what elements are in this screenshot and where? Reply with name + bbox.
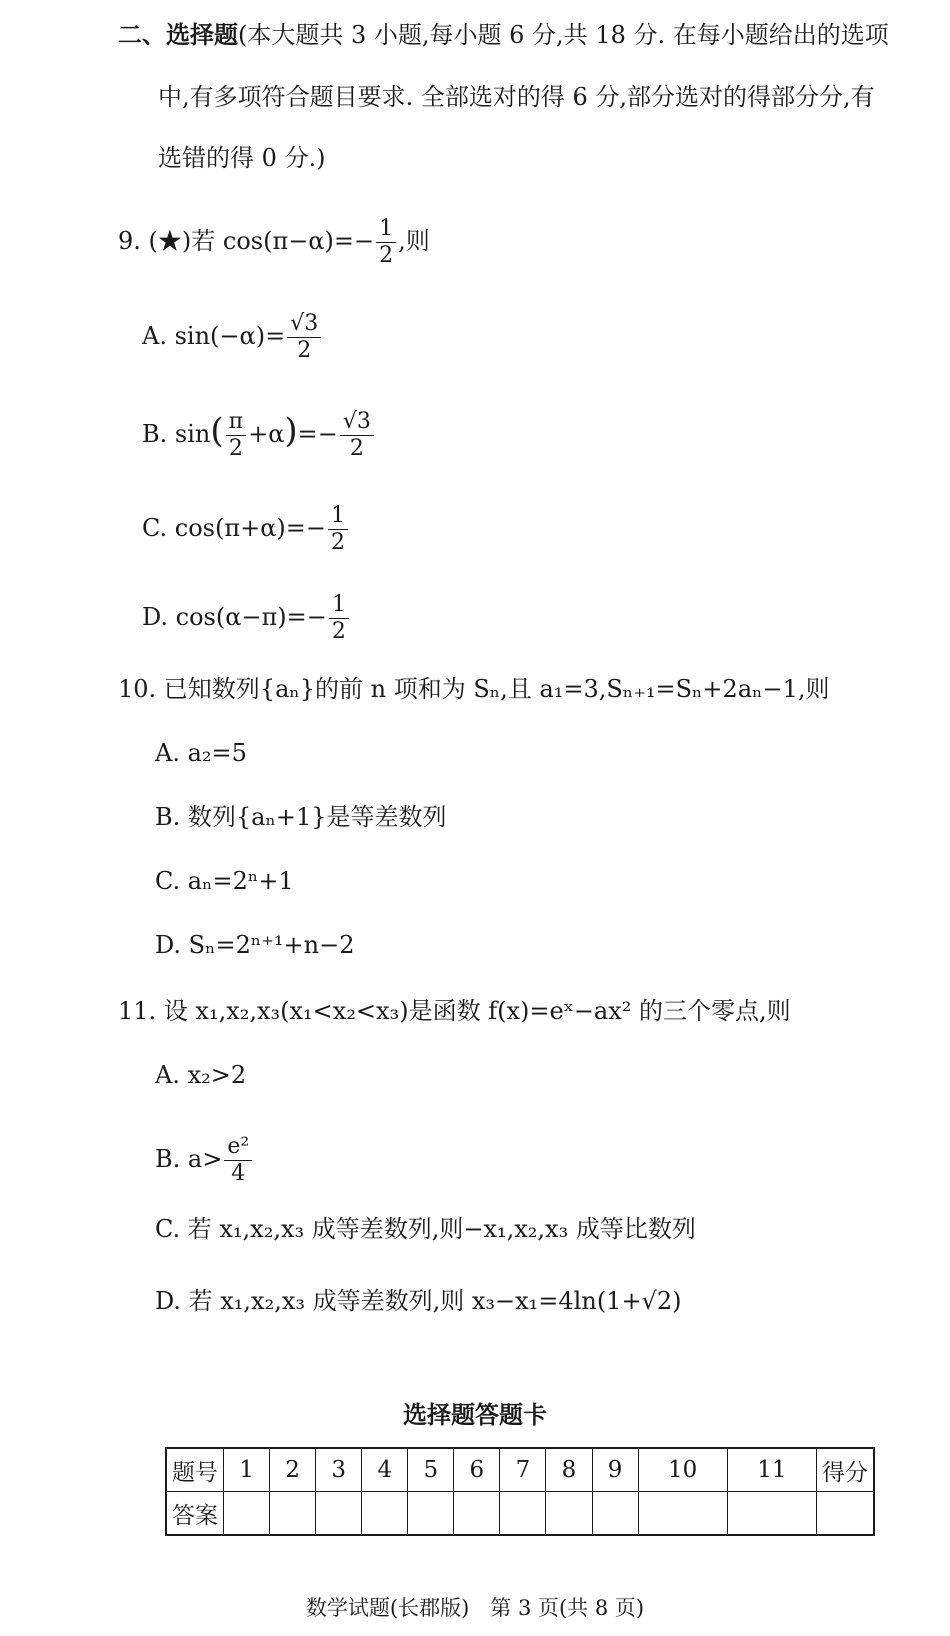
section-heading-line [118,20,889,50]
q10-option-b: B. 数列{aₙ+1}是等差数列 [155,803,447,831]
answer-cell[interactable] [638,1492,727,1536]
answer-cell[interactable] [408,1492,454,1536]
q9-option-d: D. cos(α−π)=− $\frac{1}{2}$ [142,594,351,643]
answer-cell[interactable] [500,1492,546,1536]
fraction: $\frac{√3}{2}$ [340,411,374,460]
question-number-row [166,1448,874,1492]
instruction-line-1: (本大题共 3 小题,每小题 6 分,共 18 分. 在每小题给出的选项 [238,21,889,49]
q10-stem: 10. 已知数列{aₙ}的前 n 项和为 Sₙ,且 a₁=3,Sₙ₊₁=Sₙ+2aₙ−1,则 [118,675,830,703]
q9-option-b: B. sin( $\frac{\pi}{2}$ +α)=− $\frac{√3}{2}$ [142,411,376,460]
answer-cell[interactable] [592,1492,638,1536]
page-footer: 数学试题(长郡版) 第 3 页(共 8 页) [305,1596,645,1620]
question-number-cell: 5 [408,1448,454,1492]
question-number-cell: 11 [727,1448,816,1492]
answer-cell[interactable] [362,1492,408,1536]
answer-card-title: 选择题答题卡 [403,1401,547,1429]
q10-option-a: A. a₂=5 [155,739,247,767]
fraction: $\frac{\pi}{2}$ [226,411,246,460]
answer-card-table [165,1447,875,1536]
question-number-cell: 1 [224,1448,270,1492]
fraction: $\frac{1}{2}$ [328,505,348,554]
q11-option-a: A. x₂>2 [155,1061,247,1089]
answer-cell[interactable] [270,1492,316,1536]
question-number-cell: 3 [316,1448,362,1492]
q10-option-c: C. aₙ=2ⁿ+1 [155,867,294,895]
answer-cell[interactable] [224,1492,270,1536]
question-number-cell: 7 [500,1448,546,1492]
fraction: $\frac{1}{2}$ [376,218,396,267]
q9-option-a: A. sin(−α)= $\frac{√3}{2}$ [142,313,323,362]
row-label-question-number: 题号 [166,1448,224,1492]
question-number-cell: 9 [592,1448,638,1492]
score-label: 得分 [817,1448,875,1492]
question-number-cell: 2 [270,1448,316,1492]
question-number-cell: 4 [362,1448,408,1492]
q9-stem: 9. (★)若 cos(π−α)=− $\frac{1}{2}$ ,则 [118,216,430,268]
question-number-cell: 6 [454,1448,500,1492]
q10-option-d: D. Sₙ=2ⁿ⁺¹+n−2 [155,931,355,959]
fraction: $\frac{\text{e²}}{4}$ [224,1136,252,1185]
answer-cell[interactable] [454,1492,500,1536]
answer-cell[interactable] [316,1492,362,1536]
question-number-cell: 8 [546,1448,592,1492]
q9-option-c: C. cos(π+α)=− $\frac{1}{2}$ [142,505,350,554]
instruction-line-3: 选错的得 0 分.) [158,144,326,172]
question-number-cell: 10 [638,1448,727,1492]
q11-option-b: B. a> $\frac{\text{e²}}{4}$ [155,1136,254,1185]
q11-option-d: D. 若 x₁,x₂,x₃ 成等差数列,则 x₃−x₁=4ln(1+√2) [155,1287,682,1315]
section-heading: 二、选择题 [118,21,238,49]
score-cell[interactable] [817,1492,875,1536]
fraction: $\frac{√3}{2}$ [287,313,321,362]
answer-row [166,1492,874,1536]
q11-option-c: C. 若 x₁,x₂,x₃ 成等差数列,则−x₁,x₂,x₃ 成等比数列 [155,1215,696,1243]
answer-cell[interactable] [546,1492,592,1536]
answer-cell[interactable] [727,1492,816,1536]
row-label-answer: 答案 [166,1492,224,1536]
fraction: $\frac{1}{2}$ [329,594,349,643]
instruction-line-2: 中,有多项符合题目要求. 全部选对的得 6 分,部分选对的得部分分,有 [158,83,875,111]
q11-stem: 11. 设 x₁,x₂,x₃(x₁<x₂<x₃)是函数 f(x)=eˣ−ax² 的三个零点,则 [118,997,791,1025]
